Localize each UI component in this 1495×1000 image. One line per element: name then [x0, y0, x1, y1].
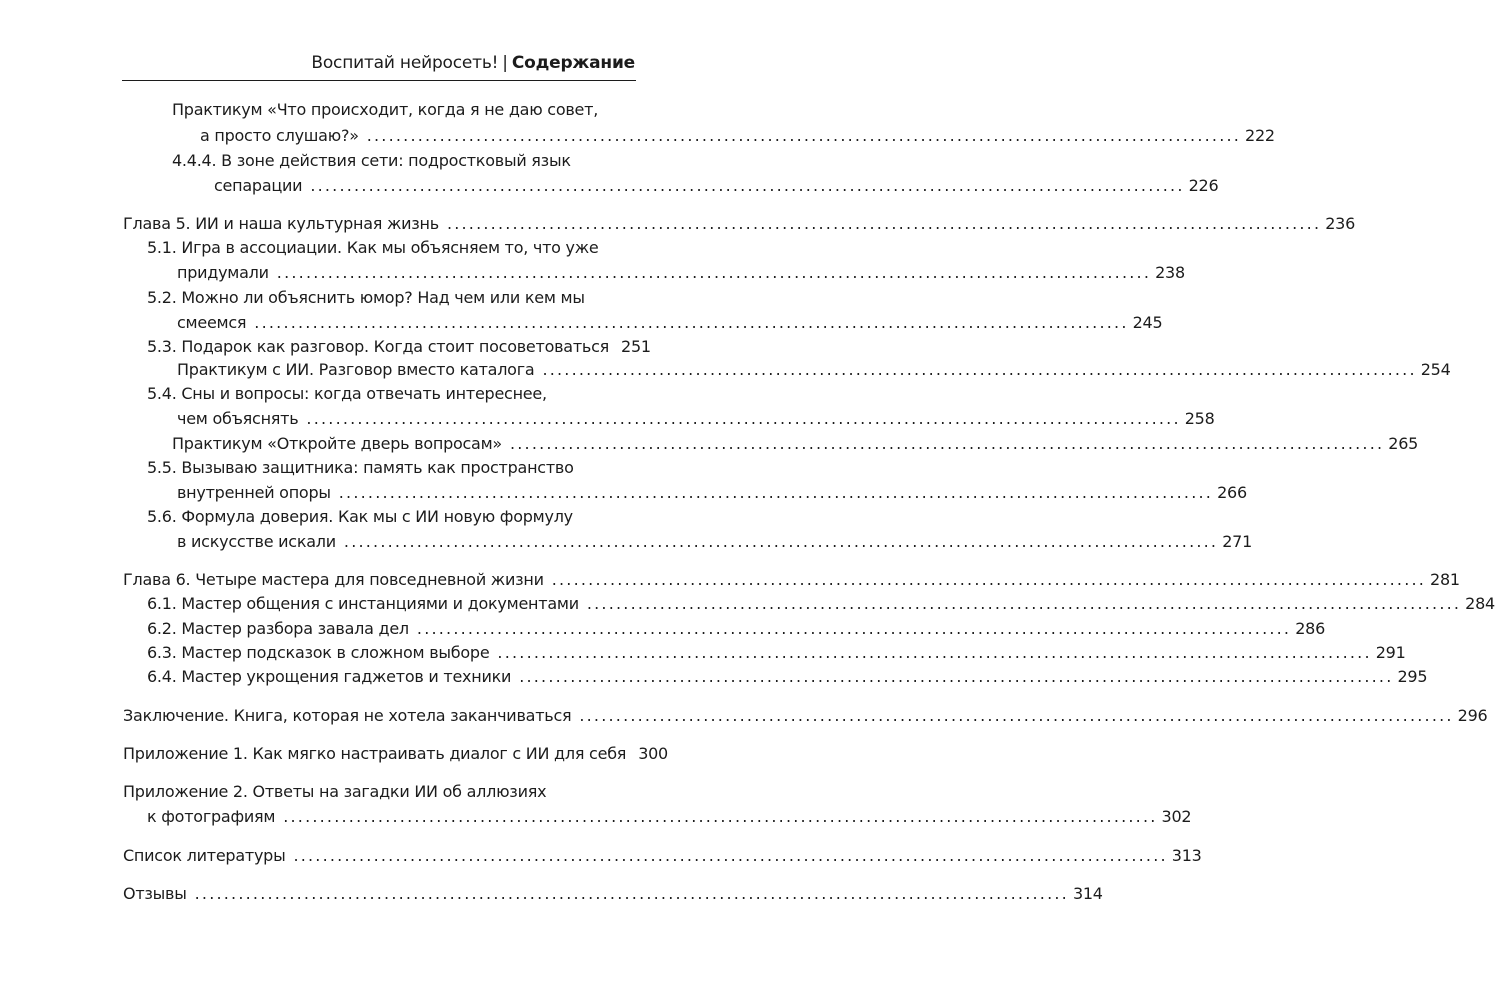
- dot-leader: ........................................................................................................................: [586, 594, 1462, 613]
- toc-page-number: 254: [1420, 360, 1451, 379]
- dot-leader: ........................................................................................................................: [306, 409, 1181, 428]
- toc-entry-title: Практикум «Что происходит, когда я не даю совет,: [172, 100, 599, 119]
- toc-entry-title: смеемся: [177, 313, 247, 332]
- toc-entry-title: 5.3. Подарок как разговор. Когда стоит посоветоваться: [147, 337, 610, 356]
- toc-entry-title: 6.1. Мастер общения с инстанциями и документами: [147, 594, 579, 613]
- toc-page-number: 238: [1155, 263, 1185, 282]
- dot-leader: ........................................................................................................................: [293, 846, 1168, 865]
- toc-page-number: 313: [1171, 846, 1202, 865]
- toc-entry-title: 6.4. Мастер укрощения гаджетов и техники: [147, 667, 512, 686]
- toc-page-number: 222: [1245, 126, 1275, 145]
- toc-entry-line: [123, 844, 1202, 868]
- toc-page-number: 266: [1217, 483, 1247, 502]
- dot-leader: ........................................................................................................................: [497, 643, 1372, 662]
- dot-leader: ........................................................................................................................: [310, 176, 1185, 195]
- toc-entry-line: [172, 149, 635, 173]
- toc-entry-title: Список литературы: [123, 846, 286, 865]
- dot-leader: ........................................................................................................................: [283, 807, 1158, 826]
- toc-entry-line: [214, 174, 1219, 198]
- toc-entry-line: [177, 311, 1163, 335]
- toc-entry-line: [177, 261, 1185, 285]
- dot-leader: ........................................................................................................................: [551, 570, 1427, 589]
- toc-entry-title: Приложение 1. Как мягко настраивать диалог с ИИ для себя: [123, 744, 627, 763]
- toc-entry-title: 5.6. Формула доверия. Как мы с ИИ новую формулу: [147, 507, 573, 526]
- toc-entry-line: [147, 236, 635, 260]
- toc-entry-title: 6.2. Мастер разбора завала дел: [147, 619, 409, 638]
- dot-leader: ........................................................................................................................: [416, 619, 1292, 638]
- dot-leader: ........................................................................................................................: [519, 667, 1394, 686]
- toc-entry-title: внутренней опоры: [177, 483, 331, 502]
- toc-entry-title: Приложение 2. Ответы на загадки ИИ об аллюзиях: [123, 782, 547, 801]
- dot-leader: ........................................................................................................................: [366, 126, 1242, 145]
- dot-leader: ........................................................................................................................: [579, 706, 1454, 725]
- toc-page-number: 300: [638, 744, 668, 763]
- toc-entry-title: Заключение. Книга, которая не хотела заканчиваться: [123, 706, 572, 725]
- toc-page-number: 245: [1132, 313, 1163, 332]
- toc-entry-line: [172, 432, 1419, 456]
- toc-page-number: 258: [1184, 409, 1215, 428]
- toc-entry-line: [147, 592, 1495, 616]
- toc-entry-title: Отзывы: [123, 884, 187, 903]
- toc-entry-line: [172, 98, 635, 122]
- toc-entry-title: Практикум с ИИ. Разговор вместо каталога: [177, 360, 535, 379]
- toc-entry-title: 5.5. Вызываю защитника: память как пространство: [147, 458, 574, 477]
- toc-entry-title: 4.4.4. В зоне действия сети: подростковый язык: [172, 151, 571, 170]
- toc-entry-title: 5.2. Можно ли объяснить юмор? Над чем или кем мы: [147, 288, 585, 307]
- toc-page-number: 286: [1295, 619, 1326, 638]
- toc-page-number: 251: [621, 337, 651, 356]
- toc-entry-line: [200, 124, 1275, 148]
- toc-entry-line: [123, 568, 1460, 592]
- toc-entry-title: 5.1. Игра в ассоциации. Как мы объясняем то, что уже: [147, 238, 599, 257]
- toc-entry-title: Глава 6. Четыре мастера для повседневной жизни: [123, 570, 544, 589]
- toc-page-number: 265: [1388, 434, 1419, 453]
- section-title: Содержание: [511, 53, 635, 73]
- toc-entry-line: [147, 617, 1326, 641]
- toc-entry-title: 6.3. Мастер подсказок в сложном выборе: [147, 643, 490, 662]
- toc-entry-title: 5.4. Сны и вопросы: когда отвечать интереснее,: [147, 384, 547, 403]
- toc-entry-line: [123, 742, 668, 766]
- toc-entry-title: к фотографиям: [147, 807, 276, 826]
- toc-page-number: 295: [1397, 667, 1428, 686]
- toc-entry-title: сепарации: [214, 176, 303, 195]
- toc-entry-line: [147, 456, 635, 480]
- toc-entry-line: [123, 704, 1488, 728]
- toc-entry-title: в искусстве искали: [177, 532, 336, 551]
- toc-page-number: 271: [1222, 532, 1253, 551]
- book-title: Воспитай нейросеть!: [311, 53, 499, 73]
- toc-page-number: 236: [1325, 214, 1356, 233]
- toc-entry-line: [147, 805, 1192, 829]
- toc-entry-title: Глава 5. ИИ и наша культурная жизнь: [123, 214, 439, 233]
- toc-entry-line: [123, 780, 635, 804]
- dot-leader: ........................................................................................................................: [338, 483, 1214, 502]
- toc-entry-title: а просто слушаю?»: [200, 126, 359, 145]
- header-separator: |: [502, 53, 508, 73]
- toc-page-number: 302: [1161, 807, 1192, 826]
- toc-entry-line: [177, 358, 1451, 382]
- toc-entry-line: [147, 335, 651, 359]
- toc-page-number: 296: [1457, 706, 1488, 725]
- toc-entry-line: [147, 505, 635, 529]
- dot-leader: ........................................................................................................................: [194, 884, 1069, 903]
- dot-leader: ........................................................................................................................: [542, 360, 1417, 379]
- toc-entry-line: [147, 641, 1406, 665]
- toc-page-number: 314: [1072, 884, 1103, 903]
- toc-entry-line: [147, 382, 635, 406]
- toc-page-number: 284: [1465, 594, 1495, 613]
- dot-leader: ........................................................................................................................: [446, 214, 1322, 233]
- toc-entry-line: [147, 665, 1428, 689]
- toc-entry-title: чем объяснять: [177, 409, 299, 428]
- toc-entry-line: [147, 286, 635, 310]
- toc-page-number: 226: [1188, 176, 1219, 195]
- toc-entry-line: [123, 882, 1103, 906]
- dot-leader: ........................................................................................................................: [509, 434, 1385, 453]
- toc-page-number: 291: [1375, 643, 1406, 662]
- toc-entry-title: Практикум «Откройте дверь вопросам»: [172, 434, 502, 453]
- dot-leader: ........................................................................................................................: [254, 313, 1129, 332]
- toc-page-number: 281: [1430, 570, 1460, 589]
- toc-entry-line: [123, 212, 1356, 236]
- toc-entry-title: придумали: [177, 263, 269, 282]
- toc-entry-line: [177, 481, 1247, 505]
- toc-entry-line: [177, 407, 1215, 431]
- dot-leader: ........................................................................................................................: [276, 263, 1152, 282]
- toc-entry-line: [177, 530, 1253, 554]
- dot-leader: ........................................................................................................................: [343, 532, 1219, 551]
